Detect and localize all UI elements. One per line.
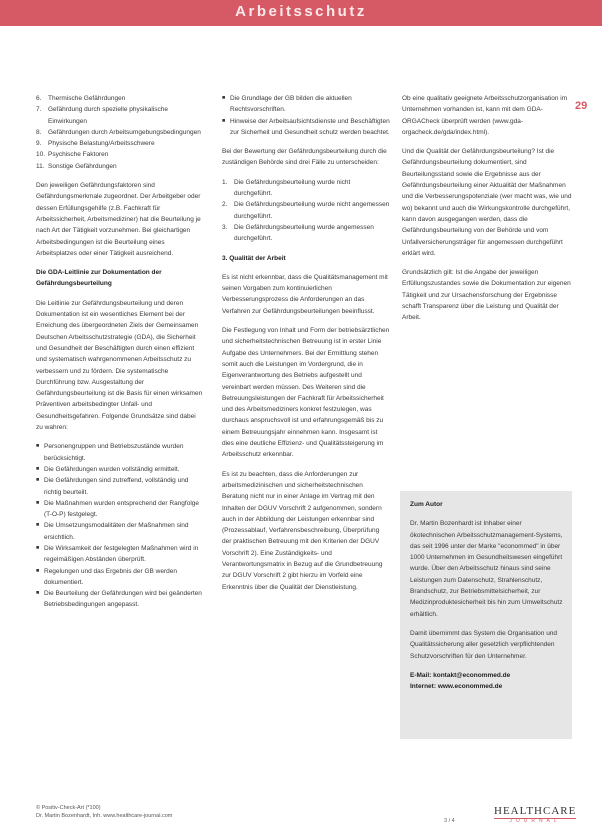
- footer-line-1: © Positiv-Check-Art (*100): [36, 805, 101, 811]
- list-item: 3. Die Gefährdungsbeurteilung wurde angemessen durchgeführt.: [222, 223, 374, 243]
- author-info-box: [400, 491, 572, 739]
- paragraph: Bei der Bewertung der Gefährdungsbeurteilung durch die zuständigen Behörde sind drei Fälle zu unterscheiden:: [222, 148, 387, 167]
- list-item: ■ Regelungen und das Ergebnis der GB werden dokumentiert.: [36, 566, 204, 589]
- list-item: ■ Die Wirksamkeit der festgelegten Maßnahmen wird in regelmäßigen Abständen überprüft.: [36, 543, 204, 566]
- paragraph: Grundsätzlich gilt: Ist die Angabe der jeweiligen Erfüllungszustandes sowie die Dokumentation zur eigenen Tätigkeit und zur Ursachensforschung der Ergebnisse schafft Transparenz über die Leistung und Qualität der Arbeit.: [402, 269, 571, 322]
- section-heading: 3. Qualität der Arbeit: [222, 254, 286, 262]
- paragraph: Ob eine qualitativ geeignete Arbeitsschutzorganisation im Unternehmen vorhanden ist, kann mit dem GDA-ORGACheck überprüft werden (www.gda-orgacheck.de/gda/index.html).: [402, 95, 568, 136]
- footer-line-2: Dr. Martin Bozenhardt, Inh. www.healthcare-journal.com: [36, 813, 173, 819]
- column-2: [222, 93, 390, 601]
- author-system: Damit übernimmt das System die Organisation und Qualitätssicherung aller gesetzlich verpflichtenden Schutzvorschriften für den Unternehmer.: [410, 629, 558, 660]
- paragraph: Es ist zu beachten, dass die Anforderungen zur arbeitsmedizinischen und sicherheitstechnischen Beratung nicht nur in einer Anlage im Vertrag mit den Inhalten der DGUV Vorschrift 2 aufgenommen, sondern auch in der Abbildung der Leistungen erkennbar sind (Prozessablauf, Verfahrensbeschreibung, Überprüfung der praktischen Betreuung mit den Kriterien der DGUV Vorschrift 2). Eine Zuständigkeits- und Verantwortungsmatrix in Bezug auf die Grundbetreuung zur DGUV Vorschrift 2 gibt hierzu im Vorfeld eine Erkenntnis über die Qualität der Dienstleistung.: [222, 470, 383, 591]
- list-item: ■ Personengruppen und Betriebszustände wurden berücksichtigt.: [36, 441, 204, 464]
- logo-main-text: HEALTHCARE: [494, 805, 577, 817]
- list-item: 2. Die Gefährdungsbeurteilung wurde nicht angemessen durchgeführt.: [222, 201, 390, 220]
- assessment-cases-list: [222, 177, 390, 245]
- internet-label: Internet:: [410, 683, 436, 691]
- list-item: ■ Die Beurteilung der Gefährdungen wird bei geänderten Betriebsbedingungen angepasst.: [36, 588, 204, 611]
- list-item: 7. Gefährdung durch spezielle physikalische Einwirkungen: [36, 106, 168, 125]
- list-item: ■ Hinweise der Arbeitsaufsichtsdienste und Beschäftigten zur Sicherheit und Gesundheit schutz werden beachtet.: [222, 116, 390, 139]
- paragraph: Den jeweiligen Gefährdungsfaktoren sind Gefährdungsmerkmale zugeordnet. Der Arbeitgeber oder dessen Erfüllungsgehilfe (z.B. Fachkraft für Arbeitssicherheit, Arbeitsmediziner) hat die Beurteilung je nach Art der Tätigkeit vorzunehmen. Bei gleichartigen Arbeitsbedingungen ist die Beurteilung eines Arbeitsplatzes oder einer Tätigkeit ausreichend.: [36, 182, 201, 257]
- section-title: Arbeitsschutz: [235, 3, 367, 20]
- page-number: 29: [575, 100, 588, 112]
- footer-page-info: 3 / 4: [444, 818, 455, 824]
- list-item: ■ Die Gefährdungen sind zutreffend, vollständig und richtig beurteilt.: [36, 475, 204, 498]
- email-line: [410, 670, 566, 681]
- logo-sub-text: JOURNAL: [509, 818, 561, 824]
- list-item: ■ Die Grundlage der GB bilden die aktuellen Rechtsvorschriften.: [222, 93, 390, 116]
- author-content: [410, 499, 566, 692]
- healthcare-journal-logo: [494, 805, 576, 824]
- hazard-factor-list: [36, 93, 204, 172]
- list-item: 9. Physische Belastung/Arbeitsschwere: [36, 140, 155, 148]
- list-item: 6. Thermische Gefährdungen: [36, 95, 126, 102]
- paragraph: Und die Qualität der Gefährdungsbeurteilung? Ist die Gefährdungsbeurteilung dokumentiert, sind Beurteilungsstand sowie die Ergebnisse aus der Gefährdungsbeurteilung einer Aktualität der Maßnahmen und die Verbesserungspotenziale (wer macht was, wie und wo) bekannt und auch die Wirkungskontrolle durchgeführt, kann davon ausgegangen werden, dass die Gefährdungsbeurteilung von der Behörde und vom Unfallversicherungsträger für angemessen durchgeführt erklärt wird.: [402, 148, 572, 257]
- footer-credits: [36, 804, 366, 820]
- list-item: 1. Die Gefährdungsbeurteilung wurde nicht durchgeführt.: [222, 178, 351, 198]
- list-item: 8. Gefährdungen durch Arbeitsumgebungsbedingungen: [36, 128, 201, 136]
- list-item: ■ Die Maßnahmen wurden entsprechend der Rangfolge (T-O-P) festgelegt.: [36, 498, 204, 521]
- email-label: E-Mail:: [410, 671, 432, 679]
- internet-link[interactable]: www.econommed.de: [437, 683, 503, 691]
- list-item: ■ Die Gefährdungen wurden vollständig ermittelt.: [36, 464, 204, 475]
- paragraph: Die Festlegung von Inhalt und Form der betriebsärztlichen und sicherheitstechnischen Betreuung ist in erster Linie Aufgabe des Unternehmers. Bei der Ermittlung stehen somit auch die Leistungen im Vordergrund, die in Eigenverantwortung des Betriebs aufgestellt und vereinbart werden müssen. Des Weiteren sind die Betreuungsleistungen der Fachkraft für Arbeitssicherheit und des Arbeitsmediziners konkret festzulegen, was durchaus anspruchsvoll ist und erfahrungsgemäß bis zu einem Betreuungsjahr einnehmen kann. Insgesamt ist dies eine deutliche Effizienz- und Qualitätssteigerung im Arbeitsschutz erkennbar.: [222, 327, 390, 459]
- list-item: 11. Sonstige Gefährdungen: [36, 162, 117, 170]
- list-item: ■ Die Umsetzungsmodalitäten der Maßnahmen sind ersichtlich.: [36, 520, 204, 543]
- internet-line: [410, 681, 566, 692]
- column-3: [402, 93, 572, 332]
- section-heading: Die GDA-Leitlinie zur Dokumentation der Gefährdungsbeurteilung: [36, 269, 162, 288]
- principles-list-continued: [222, 93, 390, 138]
- list-item: 10. Psychische Faktoren: [36, 151, 109, 159]
- paragraph: Die Leitlinie zur Gefährdungsbeurteilung und deren Dokumentation ist ein wesentliches Element bei der Erreichung des übergeordneten Ziels der Gemeinsamen Deutschen Arbeitsschutzstrategie (GDA), die Sicherheit und Gesundheit der Beschäftigten durch einen effizient und systematisch wahrgenommenen Arbeitsschutz zu verbessern und zu fördern. Die systematische Durchführung bzw. Ausgestaltung der Gefährdungsbeurteilung ist die Basis für einen wirksamen Präventiven arbeitsbedingter Unfall- und Gesundheitsgefahren. Folgende Grundsätze sind dabei zu wahren:: [36, 299, 203, 432]
- column-1: [36, 93, 204, 619]
- author-heading: Zum Autor: [410, 501, 443, 508]
- email-link[interactable]: kontakt@econommed.de: [433, 671, 511, 679]
- header-banner: [0, 0, 602, 26]
- paragraph: Es ist nicht erkennbar, dass die Qualitätsmanagement mit seinen Vorgaben zum kontinuierlichen Verbesserungsprozess die Anforderungen an das Verfahren zur Gefährdungsbeurteilungen beeinflusst.: [222, 273, 388, 315]
- principles-list: [36, 441, 204, 610]
- author-bio: Dr. Martin Bozenhardt ist Inhaber einer ökotechnischen Arbeitsschutzmanagement-Systems, das seit 1996 unter der Marke "econommed" in über 1000 Unternehmen im Gesundheitswesen eingeführt wurde. Über den Arbeitsschutz hinaus sind seine Leistungen zum Datenschutz, Strahlenschutz, Brandschutz, zur Betriebsmittelsicherheit, zur Medizinproduktesicherheit bis hin zum Umweltschutz erhältlich.: [410, 520, 563, 618]
